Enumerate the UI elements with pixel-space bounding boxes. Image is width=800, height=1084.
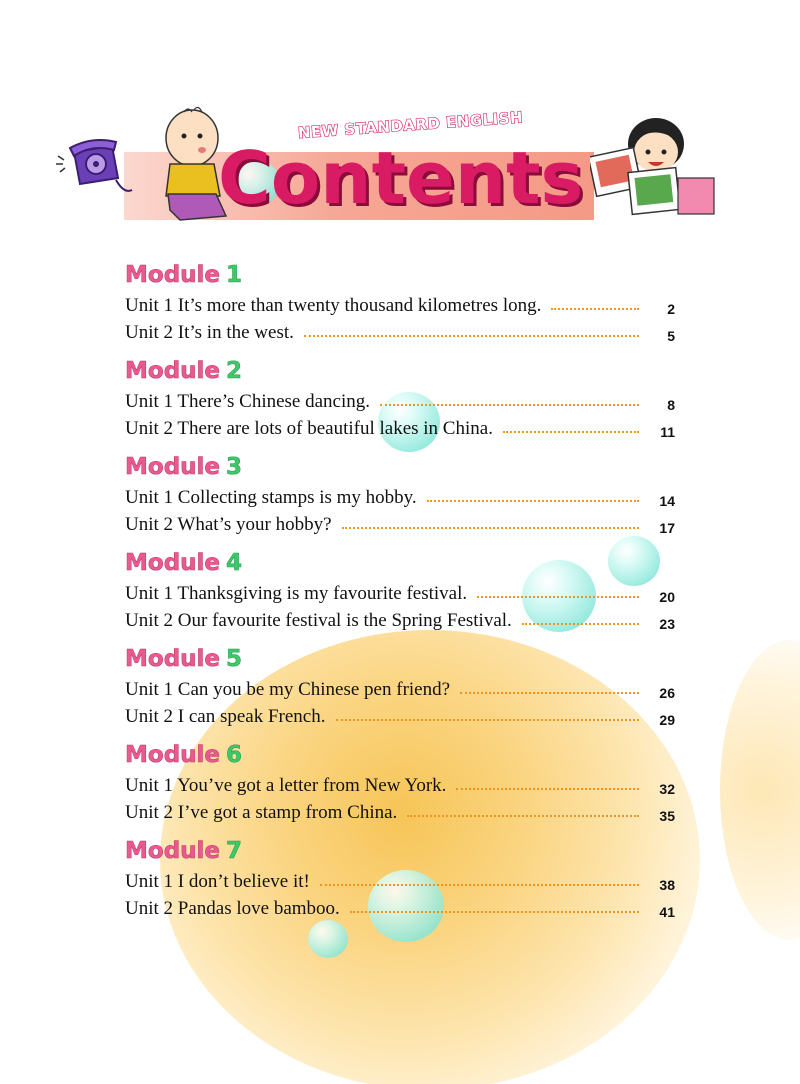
module-section: [125, 354, 675, 442]
unit-entry[interactable]: [125, 511, 675, 538]
banner-subtitle: NEW STANDARD ENGLISH: [297, 108, 524, 142]
page-number: 26: [659, 685, 675, 701]
module-heading: [125, 450, 675, 484]
page-number: 14: [659, 493, 675, 509]
unit-entry[interactable]: [125, 799, 675, 826]
dot-leader: [407, 815, 639, 817]
module-label: Module: [125, 646, 221, 672]
unit-entry[interactable]: [125, 895, 675, 922]
module-heading: [125, 738, 675, 772]
dot-leader: [320, 884, 639, 886]
dot-leader: [477, 596, 639, 598]
module-label: Module: [125, 550, 221, 576]
page-number: 35: [659, 808, 675, 824]
unit-title: Unit 1 I don’t believe it!: [125, 871, 310, 892]
unit-entry[interactable]: [125, 292, 675, 319]
module-number: 2: [226, 358, 243, 384]
unit-entry[interactable]: [125, 319, 675, 346]
module-heading: [125, 642, 675, 676]
sun-edge-decoration: [720, 640, 800, 940]
module-label: Module: [125, 262, 221, 288]
dot-leader: [503, 431, 639, 433]
page-title: Contents: [218, 136, 584, 220]
module-heading: [125, 834, 675, 868]
unit-entry[interactable]: [125, 388, 675, 415]
unit-title: Unit 2 Our favourite festival is the Spring Festival.: [125, 610, 512, 631]
page-number: 2: [667, 301, 675, 317]
unit-title: Unit 1 Collecting stamps is my hobby.: [125, 487, 417, 508]
unit-title: Unit 1 There’s Chinese dancing.: [125, 391, 371, 412]
module-label: Module: [125, 454, 221, 480]
module-section: [125, 258, 675, 346]
module-number: 4: [226, 550, 243, 576]
unit-entry[interactable]: [125, 703, 675, 730]
unit-title: Unit 2 What’s your hobby?: [125, 514, 332, 535]
dot-leader: [350, 911, 639, 913]
page-number: 29: [659, 712, 675, 728]
page-number: 11: [660, 424, 675, 440]
module-number: 5: [226, 646, 243, 672]
unit-title: Unit 2 I can speak French.: [125, 706, 326, 727]
module-heading: [125, 354, 675, 388]
unit-entry[interactable]: [125, 607, 675, 634]
page-number: 8: [667, 397, 675, 413]
module-number: 6: [226, 742, 243, 768]
dot-leader: [460, 692, 639, 694]
unit-entry[interactable]: [125, 415, 675, 442]
dot-leader: [342, 527, 639, 529]
module-heading: [125, 258, 675, 292]
dot-leader: [551, 308, 639, 310]
unit-title: Unit 1 It’s more than twenty thousand kilometres long.: [125, 295, 542, 316]
unit-title: Unit 2 It’s in the west.: [125, 322, 294, 343]
page-number: 38: [659, 877, 675, 893]
module-label: Module: [125, 742, 221, 768]
dot-leader: [427, 500, 639, 502]
page-number: 5: [667, 328, 675, 344]
unit-entry[interactable]: [125, 772, 675, 799]
module-section: [125, 642, 675, 730]
page-number: 23: [659, 616, 675, 632]
unit-entry[interactable]: [125, 484, 675, 511]
page-number: 41: [659, 904, 675, 920]
unit-title: Unit 2 Pandas love bamboo.: [125, 898, 340, 919]
module-section: [125, 450, 675, 538]
unit-title: Unit 2 I’ve got a stamp from China.: [125, 802, 398, 823]
dot-leader: [522, 623, 639, 625]
dot-leader: [336, 719, 640, 721]
module-number: 1: [226, 262, 243, 288]
unit-title: Unit 1 Thanksgiving is my favourite festival.: [125, 583, 468, 604]
module-label: Module: [125, 358, 221, 384]
dot-leader: [456, 788, 639, 790]
unit-entry[interactable]: [125, 580, 675, 607]
unit-title: Unit 1 You’ve got a letter from New York.: [125, 775, 447, 796]
module-section: [125, 834, 675, 922]
unit-entry[interactable]: [125, 868, 675, 895]
telephone-icon: [54, 138, 134, 198]
page-number: 20: [659, 589, 675, 605]
page-number: 32: [659, 781, 675, 797]
dot-leader: [380, 404, 639, 406]
module-section: [125, 546, 675, 634]
module-label: Module: [125, 838, 221, 864]
girl-illustration: [590, 116, 720, 220]
module-section: [125, 738, 675, 826]
module-number: 3: [226, 454, 243, 480]
dot-leader: [304, 335, 639, 337]
module-number: 7: [226, 838, 243, 864]
unit-title: Unit 1 Can you be my Chinese pen friend?: [125, 679, 451, 700]
module-heading: [125, 546, 675, 580]
table-of-contents: [125, 258, 675, 930]
unit-entry[interactable]: [125, 676, 675, 703]
page-number: 17: [659, 520, 675, 536]
unit-title: Unit 2 There are lots of beautiful lakes in China.: [125, 418, 493, 439]
